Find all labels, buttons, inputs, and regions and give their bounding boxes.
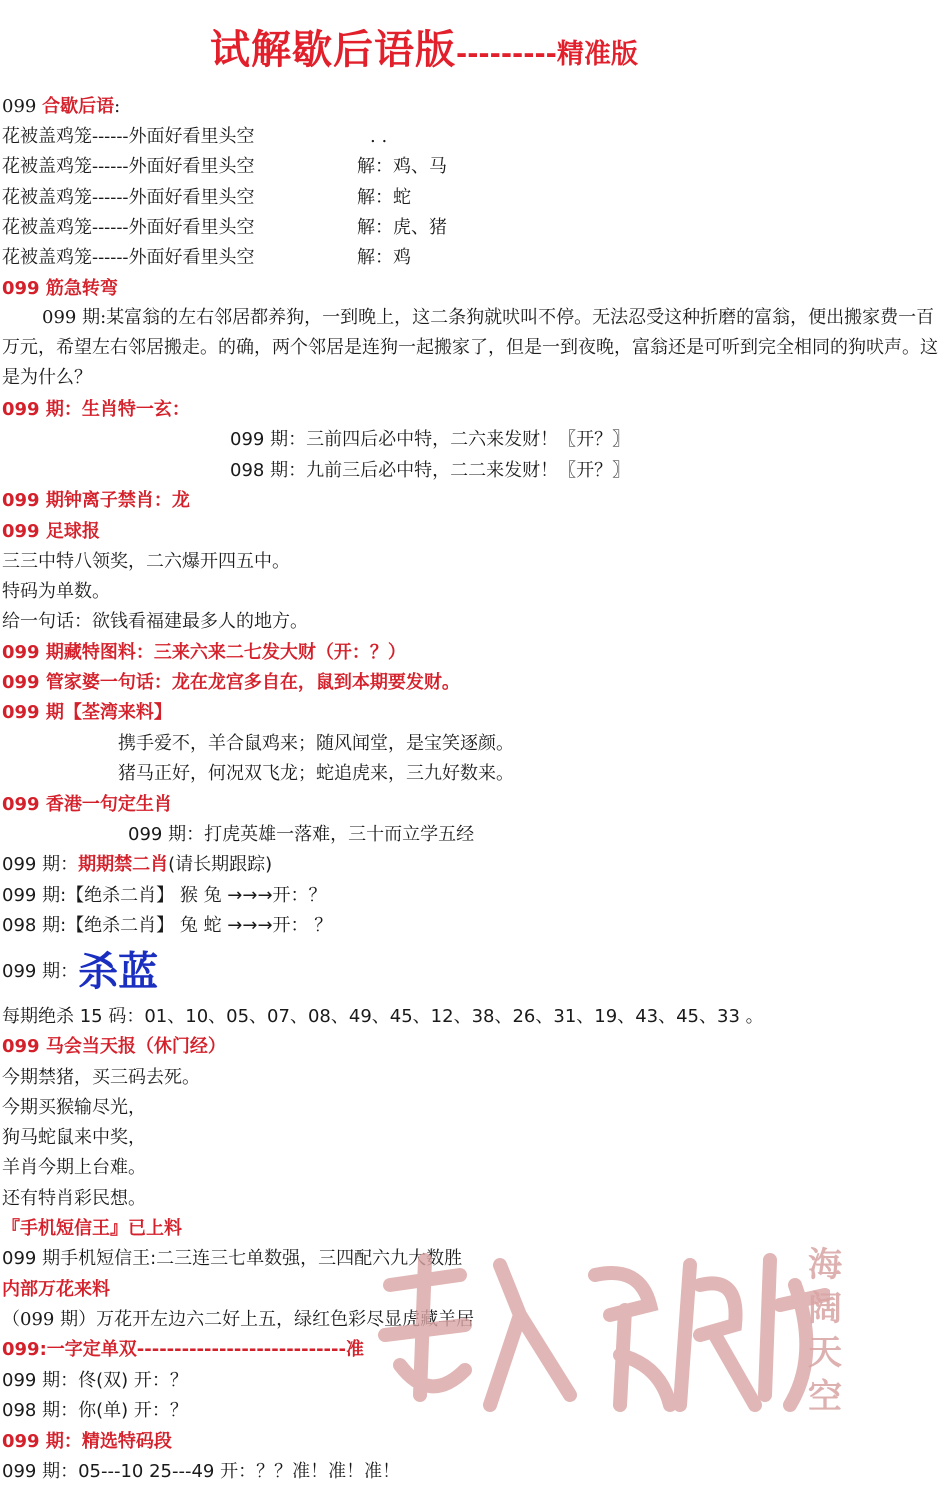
brush-stroke xyxy=(490,1265,570,1405)
s3-heading: 099 期：生肖特一玄： xyxy=(2,399,190,420)
line-answer: 解：鸡 xyxy=(357,247,411,268)
s5-line-3: 给一句话：欲钱看福建最多人的地方。 xyxy=(2,611,308,632)
s13-heading: 『手机短信王』已上料 xyxy=(2,1218,182,1239)
s1-line-4 xyxy=(2,216,447,240)
side-seal-watermark xyxy=(800,1240,860,1420)
line-answer: 解：鸡、马 xyxy=(357,156,447,177)
s12-line-4: 羊肖今期上台难。 xyxy=(2,1157,146,1178)
s10-suffix: (请长期跟踪) xyxy=(168,854,273,875)
s1-head-label: 合歇后语 xyxy=(42,96,115,117)
s4-heading: 099 期钟离子禁肖：龙 xyxy=(2,490,190,511)
title-main: 试解歇后语版 xyxy=(210,27,456,73)
s14-heading: 内部万花来料 xyxy=(2,1279,110,1300)
calligraphy-watermark xyxy=(370,1245,830,1420)
s9-heading: 099 香港一句定生肖 xyxy=(2,794,172,815)
s9-line-1: 099 期：打虎英雄一落难，三十而立学五经 xyxy=(128,824,475,845)
line-text: 花被盖鸡笼------外面好看里头空 xyxy=(2,217,255,238)
s11-heading xyxy=(2,948,158,996)
s5-heading: 099 足球报 xyxy=(2,521,100,542)
s10-line-1: 099 期:【绝杀二肖】 猴 兔 →→→开：？ xyxy=(2,885,327,906)
s16-heading: 099 期：精选特码段 xyxy=(2,1431,172,1452)
s15-line-2: 098 期：你(单) 开：？ xyxy=(2,1400,188,1421)
seal-char-2: 阔 xyxy=(808,1289,842,1329)
s3-line-1: 099 期：三前四后必中特，二六来发财！〖开？〗 xyxy=(230,429,631,450)
s12-line-1: 今期禁猪，买三码去死。 xyxy=(2,1067,200,1088)
s12-line-3: 狗马蛇鼠来中奖， xyxy=(2,1127,146,1148)
s1-line-5 xyxy=(2,246,411,270)
page-title xyxy=(210,18,638,75)
s8-heading: 099 期【荃湾来料】 xyxy=(2,702,172,723)
colon: : xyxy=(114,96,121,117)
s8-line-2: 猪马正好，何况双飞龙；蛇追虎来，三九好数来。 xyxy=(118,763,514,784)
s1-heading xyxy=(2,95,120,119)
s10-prefix: 099 期： xyxy=(2,854,79,875)
brush-stroke xyxy=(680,1265,755,1405)
s11-line-1: 每期绝杀 15 码：01、10、05、07、08、49、45、12、38、26、31、19、43、45、33 。 xyxy=(2,1006,764,1027)
s15-tail: 准 xyxy=(345,1339,364,1360)
s2-heading: 099 筋急转弯 xyxy=(2,278,118,299)
s3-line-2: 098 期：九前三后必中特，二二来发财！〖开？〗 xyxy=(230,460,631,481)
s2-paragraph: 099 期:某富翁的左右邻居都养狗，一到晚上，这二条狗就吠叫不停。无法忍受这种折磨的富翁，便出搬家费一百万元，希望左右邻居搬走。的确，两个邻居是连狗一起搬家了，但是一到夜晚，富翁还是可听到完全相同的狗吠声。这是为什么？ xyxy=(2,307,938,388)
line-answer: 解：虎、猪 xyxy=(357,217,447,238)
line-text: 花被盖鸡笼------外面好看里头空 xyxy=(2,187,255,208)
s15-heading xyxy=(2,1338,364,1362)
s15-head-text: 099:一字定单双 xyxy=(2,1339,137,1360)
s7-heading: 099 管家婆一句话：龙在龙宫多自在，鼠到本期要发财。 xyxy=(2,672,460,693)
line-text: 花被盖鸡笼------外面好看里头空 xyxy=(2,156,255,177)
line-answer: 解：蛇 xyxy=(357,187,411,208)
s1-line-2 xyxy=(2,155,447,179)
s14-line-1: （099 期）万花开左边六二好上五，绿红色彩尽显虎藏羊居 xyxy=(2,1309,475,1330)
s5-line-1: 三三中特八领奖，二六爆开四五中。 xyxy=(2,551,290,572)
line-text: 花被盖鸡笼------外面好看里头空 xyxy=(2,126,255,147)
title-sub: 精准版 xyxy=(556,39,638,70)
s15-line-1: 099 期：佟(双) 开：？ xyxy=(2,1370,188,1391)
s1-line-1 xyxy=(2,125,388,149)
seal-char-1: 海 xyxy=(808,1245,842,1285)
s1-line-3 xyxy=(2,186,411,210)
brush-stroke xyxy=(595,1273,670,1405)
s10-heading xyxy=(2,853,272,877)
s16-line-1: 099 期：05---10 25---49 开：？？准！准！准！ xyxy=(2,1461,401,1482)
s15-dash: ---------------------------- xyxy=(136,1339,346,1360)
s13-line-1: 099 期手机短信王:二三连三七单数强，三四配六九大数胜 xyxy=(2,1248,463,1269)
s8-line-1: 携手爱不，羊合鼠鸡来；随风闻堂，是宝笑逐颜。 xyxy=(118,733,514,754)
s12-heading: 099 马会当天报（休门经） xyxy=(2,1036,226,1057)
line-answer: . . xyxy=(370,126,388,147)
s12-line-2: 今期买猴输尽光， xyxy=(2,1097,146,1118)
seal-char-3: 天 xyxy=(808,1333,842,1373)
title-dashes: --------- xyxy=(456,39,557,70)
s10-red-label: 期期禁二肖 xyxy=(78,854,169,875)
s6-heading: 099 期藏特图料：三来六来二七发大财（开：？） xyxy=(2,642,406,663)
s12-line-5: 还有特肖彩民想。 xyxy=(2,1188,146,1209)
s10-line-2: 098 期:【绝杀二肖】 兔 蛇 →→→开： ？ xyxy=(2,915,333,936)
s1-head-num: 099 xyxy=(2,96,37,117)
seal-char-4: 空 xyxy=(808,1377,842,1417)
line-text: 花被盖鸡笼------外面好看里头空 xyxy=(2,247,255,268)
s5-line-2: 特码为单数。 xyxy=(2,581,110,602)
s11-big-text: 杀蓝 xyxy=(78,949,159,995)
s11-prefix: 099 期： xyxy=(2,961,79,982)
